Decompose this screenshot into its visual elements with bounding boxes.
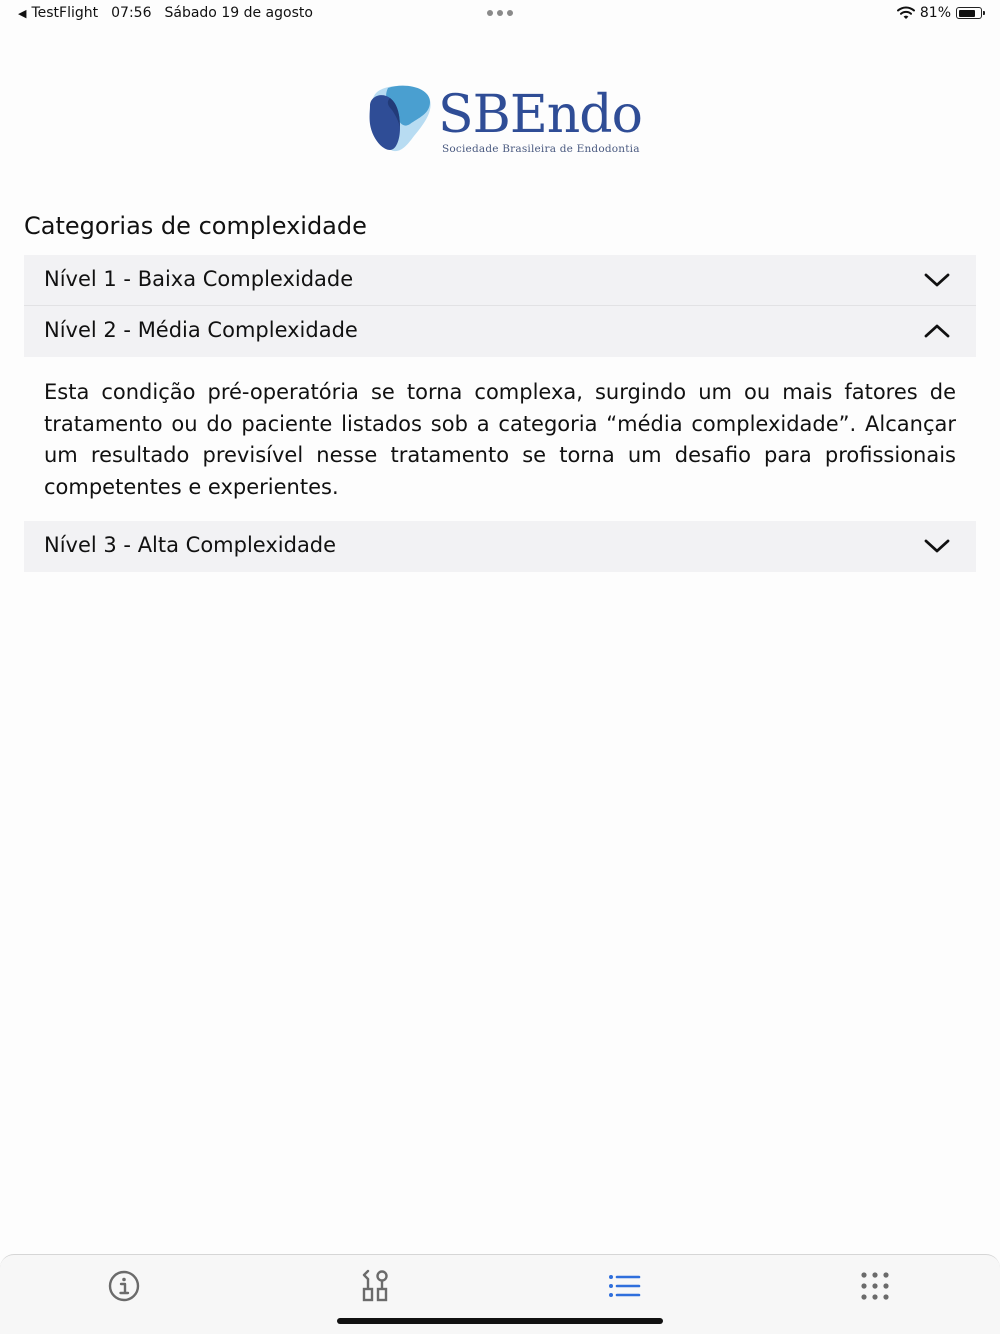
chevron-down-icon[interactable]: [924, 271, 950, 289]
accordion-header-level-2[interactable]: [24, 306, 976, 357]
accordion-header-level-1[interactable]: [24, 255, 976, 306]
battery-icon: [956, 7, 982, 19]
complexity-accordion: [24, 255, 976, 572]
grid-icon[interactable]: [858, 1269, 892, 1303]
accordion-title: Nível 1 - Baixa Complexidade: [44, 267, 354, 291]
sbendo-logo-mark-icon: [366, 84, 434, 154]
wifi-icon: [897, 6, 915, 20]
tools-icon[interactable]: [358, 1269, 392, 1303]
logo-name: SBEndo: [438, 85, 642, 145]
more-dots-icon[interactable]: [487, 10, 513, 16]
accordion-title: Nível 3 - Alta Complexidade: [44, 533, 337, 557]
status-bar: [0, 0, 1000, 28]
page-title: Categorias de complexidade: [24, 212, 367, 240]
status-date: Sábado 19 de agosto: [164, 5, 313, 21]
accordion-title: Nível 2 - Média Complexidade: [44, 318, 358, 342]
chevron-up-icon[interactable]: [924, 322, 950, 340]
chevron-down-icon[interactable]: [924, 537, 950, 555]
status-time: 07:56: [111, 5, 152, 21]
battery-percentage: 81%: [919, 5, 951, 21]
list-icon[interactable]: [607, 1269, 641, 1303]
home-indicator[interactable]: [337, 1318, 663, 1324]
accordion-body-level-2: Esta condição pré-operatória se torna complexa, surgindo um ou mais fatores de tratamento ou do paciente listados sob a categoria “média complexidade”. Alcançar um resultado previsível nesse tratamento se torna um desafio para profissionais competentes e experientes.: [24, 357, 976, 521]
status-indicators: [897, 5, 982, 21]
sbendo-logo: [366, 84, 642, 156]
back-to-app-link[interactable]: [18, 5, 313, 21]
back-arrow-icon: ◀: [18, 6, 27, 20]
logo-tagline: Sociedade Brasileira de Endodontia: [442, 143, 640, 155]
accordion-header-level-3[interactable]: [24, 521, 976, 572]
info-icon[interactable]: [107, 1269, 141, 1303]
back-app-label: TestFlight: [31, 5, 99, 21]
